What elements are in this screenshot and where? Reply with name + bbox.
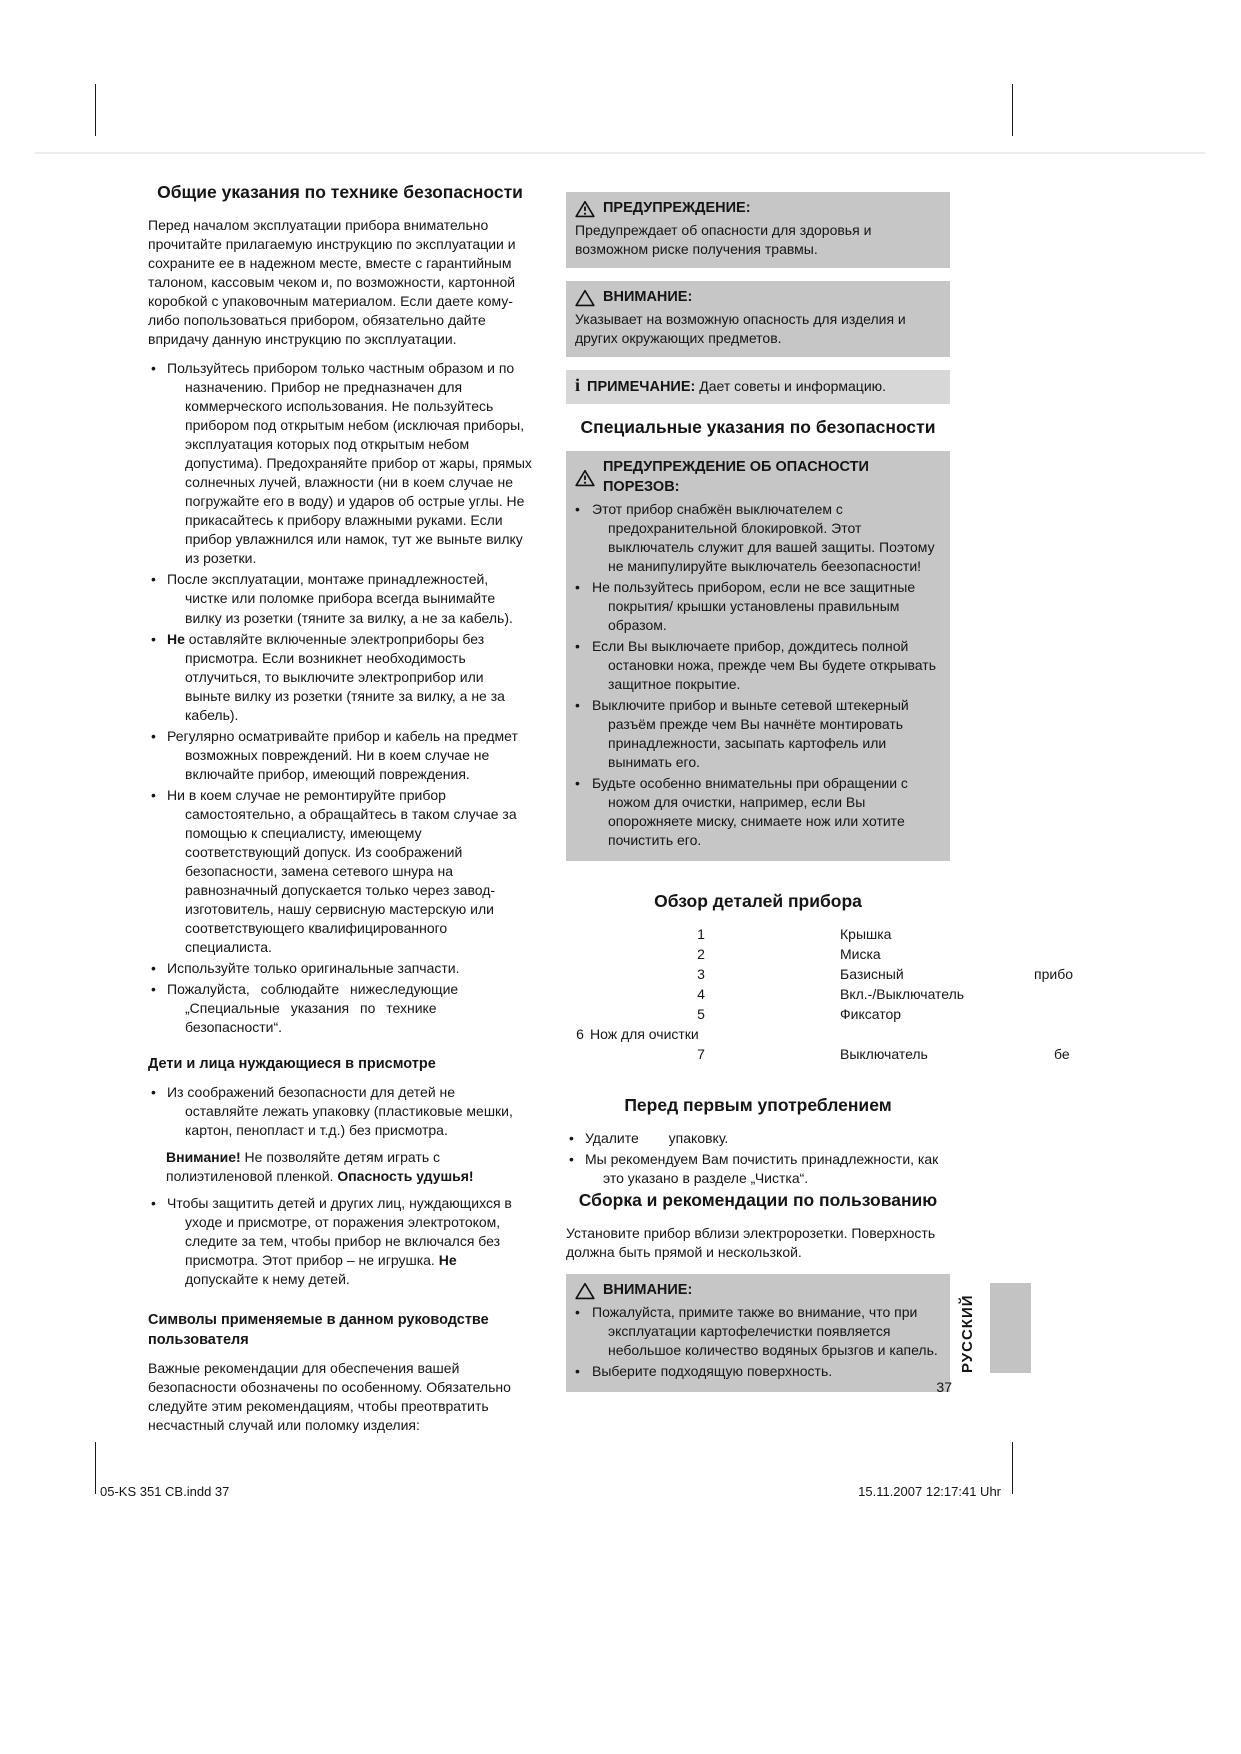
part-name-overflow: прибо <box>1034 966 1073 983</box>
part-number: 5 <box>697 1006 705 1023</box>
symbols-intro: Важные рекомендации для обеспечения вашей безопасности обозначены по особенному. Обязательно следуйте этим рекомендациям, чтобы преотвратить несчастный случай или поломку изделия: <box>148 1359 511 1433</box>
bullet-text: Если Вы выключаете прибор, дождитесь полной остановки ножа, прежде чем Вы будете открывать защитное покрытие. <box>592 637 936 692</box>
warning-box-header <box>575 199 940 219</box>
part-row <box>566 925 950 945</box>
caution-box-header <box>575 288 940 308</box>
bullet-item <box>575 1362 940 1381</box>
language-side-tab <box>958 1283 1031 1373</box>
section-title-general-safety: Общие указания по технике безопасности <box>157 182 523 202</box>
bullet-text: Не оставляйте включенные электроприборы без присмотра. Если возникнет необходимость отлучиться, то выключите электроприбор или выньте вилку из розетки (тяните за вилку, а не за кабель). <box>167 630 505 723</box>
caution-box <box>566 281 950 357</box>
bullet-item <box>566 1150 950 1188</box>
cut-danger-list <box>575 500 940 851</box>
part-number: 6 <box>576 1026 584 1043</box>
section-title-parts-overview: Обзор деталей прибора <box>654 891 862 912</box>
bullet-text: Из соображений безопасности для детей не оставляйте лежать упаковку (пластиковые мешки, картон, пенопласт и т.д.) без присмотра. <box>167 1083 513 1138</box>
caution-box-label: ВНИМАНИЕ: <box>603 288 693 305</box>
cut-danger-box-label: ПРЕДУПРЕЖДЕНИЕ ОБ ОПАСНОСТИ ПОРЕЗОВ: <box>603 459 869 495</box>
assembly-caution-label: ВНИМАНИЕ: <box>603 1281 693 1298</box>
bullet-item <box>148 359 532 568</box>
bullet-item <box>148 959 532 978</box>
bullet-text: Будьте особенно внимательны при обращении с ножом для очистки, например, если Вы опорожняете миску, снимаете нож или хотите почистить его. <box>592 775 908 849</box>
part-number: 7 <box>697 1046 705 1063</box>
part-row <box>566 945 950 965</box>
part-name: Выключатель <box>840 1046 928 1063</box>
children-list-1 <box>148 1083 532 1140</box>
scan-artifact-line <box>35 152 1205 154</box>
bullet-item <box>148 630 532 725</box>
footer-file-info: 05-KS 351 CB.indd 37 <box>100 1484 230 1499</box>
bullet-item <box>566 1129 950 1148</box>
cut-danger-box-header <box>575 458 940 497</box>
part-name: Вкл.-/Выключатель <box>840 986 965 1003</box>
bullet-item <box>575 578 940 635</box>
bullet-item <box>148 1194 532 1289</box>
bullet-item <box>148 727 532 784</box>
bullet-text: Пожалуйста, примите также во внимание, что при эксплуатации картофелечистки появляется небольшое количество водяных брызгов и капель. <box>592 1303 938 1358</box>
warning-box <box>566 192 950 268</box>
part-number: 3 <box>697 966 705 983</box>
note-box-row <box>575 376 940 398</box>
page-number: 37 <box>936 1379 952 1395</box>
children-warning-note: Внимание! Не позволяйте детям играть с полиэтиленовой пленкой. Опасность удушья! <box>166 1149 474 1185</box>
assembly-intro: Установите прибор вблизи электророзетки. Поверхность должна быть прямой и нескользкой. <box>566 1224 936 1260</box>
bullet-text: Ни в коем случае не ремонтируйте прибор самостоятельно, а обращайтесь в таком случае за помощью к специалисту, имеющему соответствующий допуск. Из соображений безопасности, замена сетевого шнура на равнозначный допускается только через завод-изготовитель, нашу сервисную мастерскую или соответствующего квалифицированного специалиста. <box>167 786 517 956</box>
part-name: Крышка <box>840 926 892 943</box>
part-number: 4 <box>697 986 705 1003</box>
part-name: Нож для очистки <box>590 1026 699 1043</box>
crop-mark <box>95 1442 96 1494</box>
bullet-text: Используйте только оригинальные запчасти. <box>167 960 460 977</box>
children-list-2 <box>148 1194 532 1289</box>
warning-triangle-exclamation-icon <box>575 469 595 487</box>
part-row <box>566 985 965 1005</box>
bullet-item <box>148 1083 532 1140</box>
cut-danger-box <box>566 451 950 861</box>
bullet-item <box>575 1303 940 1360</box>
note-box-label: ПРИМЕЧАНИЕ: <box>587 378 696 395</box>
bullet-item <box>148 980 532 1037</box>
bullet-text: Выберите подходящую поверхность. <box>592 1362 833 1379</box>
language-tab-label: РУССКИЙ <box>959 1294 976 1373</box>
bullet-item <box>575 637 940 694</box>
warning-triangle-icon <box>575 289 595 307</box>
note-box-text: Дает советы и информацию. <box>699 377 887 394</box>
bullet-text: Пользуйтесь прибором только частным образом и по назначению. Прибор не предназначен для коммерческого использования. Не пользуйтесь прибором под открытым небом (исключая приборы, эксплуатация которых под открытым небом допустима). Предохраняйте прибор от жары, прямых солнечных лучей, влажности (ни в коем случае не погружайте его в воду) и ударов об острые углы. Не прикасайтесь к прибору влажными руками. Если прибор увлажнился или намок, тут же выньте вилку из розетки. <box>167 360 532 567</box>
bullet-text: Регулярно осматривайте прибор и кабель на предмет возможных повреждений. Ни в коем случае не включайте прибор, имеющий повреждения. <box>167 727 518 782</box>
bullet-item <box>575 696 940 772</box>
assembly-caution-box <box>566 1274 950 1392</box>
bullet-text: Не пользуйтесь прибором, если не все защитные покрытия/ крышки установлены правильным образом. <box>592 578 916 633</box>
bullet-item <box>575 500 940 576</box>
crop-mark <box>1012 1442 1013 1494</box>
parts-list <box>566 925 1073 1065</box>
part-row <box>566 1025 950 1045</box>
part-name: Миска <box>840 946 881 963</box>
subsection-symbols-heading: Символы применяемые в данном руководстве пользователя <box>148 1312 489 1348</box>
bullet-item <box>148 786 532 957</box>
language-tab-block <box>990 1283 1031 1373</box>
note-box-text-wrap <box>587 377 886 398</box>
warning-box-text: Предупреждает об опасности для здоровья и возможном риске получения травмы. <box>575 221 872 257</box>
section-title-before-first-use: Перед первым употреблением <box>624 1095 892 1116</box>
bullet-text: Удалите упаковку. <box>585 1129 729 1146</box>
bullet-text: Пожалуйста, соблюдайте нижеследующие „Специальные указания по технике безопасности“. <box>167 981 459 1036</box>
left-column <box>148 182 532 1445</box>
footer-timestamp: 15.11.2007 12:17:41 Uhr <box>858 1484 1001 1499</box>
part-name: Фиксатор <box>840 1006 902 1023</box>
bullet-text: Выключите прибор и выньте сетевой штекерный разъём прежде чем Вы начнёте монтировать принадлежности, засыпать картофель или вынимать его. <box>592 696 909 770</box>
part-row <box>566 1005 950 1025</box>
section-title-special-safety: Специальные указания по безопасности <box>580 417 936 438</box>
subsection-children-heading: Дети и лица нуждающиеся в присмотре <box>148 1056 436 1073</box>
assembly-caution-header <box>575 1281 940 1301</box>
caution-box-text: Указывает на возможную опасность для изделия и других окружающих предметов. <box>575 310 906 346</box>
bullet-text: Этот прибор снабжён выключателем с предохранительной блокировкой. Этот выключатель служит для вашей защиты. Поэтому не манипулируйте выключатель беезопасности! <box>592 500 935 574</box>
bullet-text: После эксплуатации, монтаже принадлежностей, чистке или поломке прибора всегда вынимайте вилку из розетки (тяните за вилку, а не за кабель). <box>167 571 513 626</box>
crop-mark <box>95 84 96 136</box>
assembly-caution-list <box>575 1303 940 1381</box>
section-title-assembly: Сборка и рекомендации по пользованию <box>578 1190 938 1210</box>
warning-triangle-exclamation-icon <box>575 200 595 218</box>
bullet-text: Мы рекомендуем Вам почистить принадлежности, как это указано в разделе „Чистка“. <box>585 1150 939 1186</box>
part-number: 2 <box>697 946 705 963</box>
general-safety-list <box>148 359 532 1037</box>
bullet-item <box>575 774 940 850</box>
crop-mark <box>1012 84 1013 136</box>
general-safety-intro: Перед началом эксплуатации прибора внимательно прочитайте прилагаемую инструкцию по эксплуатации и сохраните ее в надежном месте, вместе с гарантийным талоном, кассовым чеком и, по возможности, картонной коробкой с упаковочным материалом. Если даете кому-либо попользоваться прибором, обязательно дайте впридачу данную инструкцию по эксплуатации. <box>148 216 516 348</box>
part-row <box>566 965 1073 985</box>
part-name-overflow: бе <box>1054 1046 1070 1063</box>
bullet-item <box>148 570 532 627</box>
part-name: Базисный <box>840 966 904 983</box>
warning-triangle-icon <box>575 1282 595 1300</box>
note-box <box>566 370 950 405</box>
bullet-text: Чтобы защитить детей и других лиц, нуждающихся в уходе и присмотре, от поражения электротоком, следите за тем, чтобы прибор не включался без присмотра. Этот прибор – не игрушка. Не допускайте к нему детей. <box>167 1195 512 1288</box>
part-number: 1 <box>697 926 705 943</box>
info-icon: i <box>575 374 581 395</box>
before-first-use-list <box>566 1129 950 1188</box>
warning-box-label: ПРЕДУПРЕЖДЕНИЕ: <box>603 200 751 216</box>
part-row <box>566 1045 1070 1065</box>
